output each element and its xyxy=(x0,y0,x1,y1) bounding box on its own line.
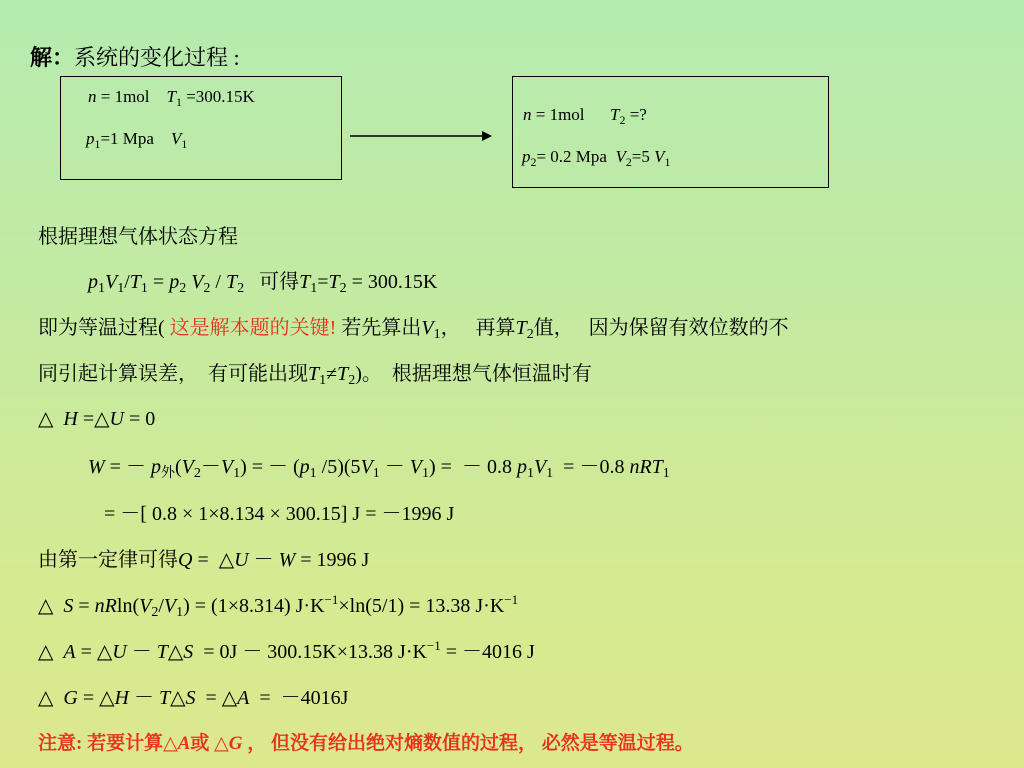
process-arrow xyxy=(348,128,494,144)
first-law: 由第一定律可得Q = △U － W = 1996 J xyxy=(38,549,370,571)
work-result: = －[ 0.8 × 1×8.134 × 300.15] J = －1996 J xyxy=(104,503,455,525)
heading-text: 系统的变化过程 : xyxy=(74,45,240,70)
state2-line1: n = 1mol $T_2$ =? xyxy=(523,105,647,127)
state2-line2: $p_2= 0.2$ Mpa $V_2=5$ $V_1$ xyxy=(522,147,671,169)
key-point: 这是解本题的关键! xyxy=(169,317,337,339)
work-equation: W = － $p_外(V_2-V_1)$ = － ($p_1$ $/5)(5V_1 - V_1)$ = － 0.8 $p_1V_1 = -0.8$ nRT$_1$ xyxy=(88,456,670,481)
isothermal-text-a: 即为等温过程( xyxy=(38,317,165,339)
final-state-line2 xyxy=(522,146,670,168)
gibbs-change: △ G = △H － T△S = △A = －4016J xyxy=(38,687,349,709)
isothermal-explanation: 即为等温过程( 这是解本题的关键! 若先算出$V_1$， 再算$T_2$值， 因为保留有效位数的不 xyxy=(38,317,789,342)
final-state-box xyxy=(512,76,829,188)
state1-line1: n = 1mol $T_1 =300.15K$ xyxy=(88,87,255,109)
heading xyxy=(30,46,240,70)
initial-state-line2 xyxy=(86,128,187,150)
state1-line2: $p_1=1$ Mpa $V_1$ xyxy=(86,129,188,151)
entropy-change: △ $S = nRln(V_2/V_1) = (1\times 8.314) J\cdot K^{-1}\times\ln(5/1) = 13.38$ $J\cdot K^{-1}$ xyxy=(38,592,519,620)
ideal-gas-equation: $p_1V_1/T_1 = p_2$ $V_2 / T_2$ 可得$T_1=T_2 = 300.15K$ xyxy=(88,271,438,296)
delta-h-u: △ H =△U = 0 xyxy=(38,408,156,430)
final-state-line1 xyxy=(523,104,647,126)
ideal-gas-intro: 根据理想气体状态方程 xyxy=(38,226,238,248)
helmholtz-change: △ A = △U － T△S = 0J － 300.15K×13.38 $J\cdot K^{-1} = -4016$ J xyxy=(38,638,535,663)
note: 注意: 若要计算△A或 △G ， 但没有给出绝对熵数值的过程， 必然是等温过程。 xyxy=(38,733,694,754)
initial-state-line1 xyxy=(88,86,255,108)
heading-label: 解： xyxy=(30,45,75,70)
error-note: 同引起计算误差， 有可能出现$T_1\ne T_2$)。 根据理想气体恒温时有 xyxy=(38,363,592,388)
